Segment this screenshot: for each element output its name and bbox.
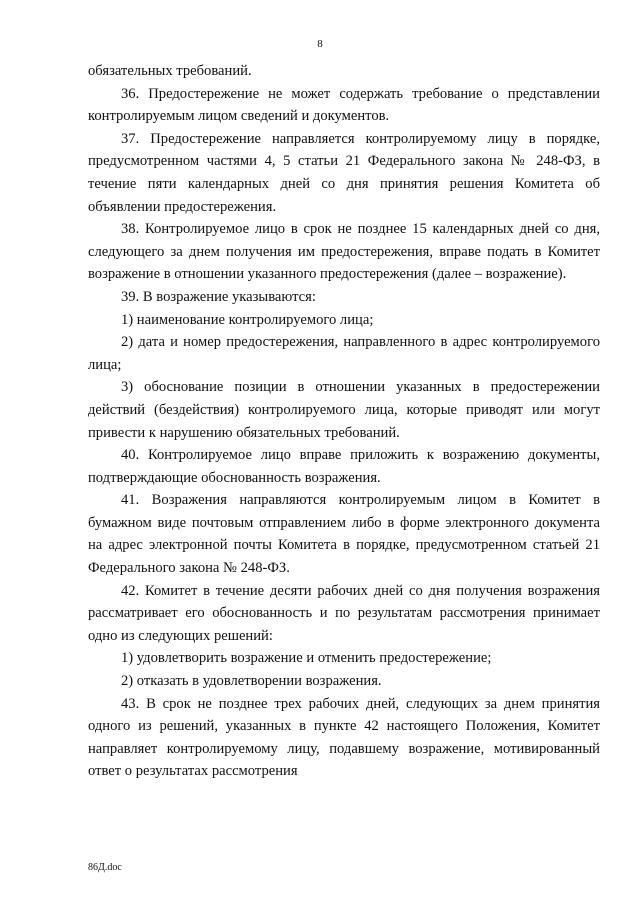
paragraph-41: 41. Возражения направляются контролируемым лицом в Комитет в бумажном виде почтовым отправлением либо в форме электронного документа на адрес электронной почты Комитета в порядке, предусмотренном статьей 21 Федерального закона № 248-ФЗ. (88, 492, 600, 577)
paragraph-36: 36. Предостережение не может содержать требование о представлении контролируемым лицом сведений и документов. (88, 85, 600, 125)
paragraph-42-item-2: 2) отказать в удовлетворении возражения. (121, 673, 382, 690)
paragraph-39-item-3: 3) обоснование позиции в отношении указанных в предостережении действий (бездействия) контролируемого лица, которые приводят или могут привести к нарушению обязательных требований. (88, 379, 600, 441)
paragraph-continuation: обязательных требований. (88, 63, 252, 79)
paragraph-42-item-1: 1) удовлетворить возражение и отменить предостережение; (121, 650, 492, 667)
document-body (88, 60, 600, 783)
paragraph-43: 43. В срок не позднее трех рабочих дней, следующих за днем принятия одного из решений, указанных в пункте 42 настоящего Положения, Комитет направляет контролируемому лицу, подавшему возражение, мотивированный ответ о результатах рассмотрения (88, 695, 600, 780)
paragraph-39-item-2: 2) дата и номер предостережения, направленного в адрес контролируемого лица; (88, 334, 600, 373)
page-number: 8 (317, 38, 323, 50)
paragraph-38: 38. Контролируемое лицо в срок не позднее 15 календарных дней со дня, следующего за днем получения им предостережения, вправе подать в Комитет возражение в отношении указанного предостережения (далее – возражение). (88, 221, 600, 283)
paragraph-39: 39. В возражение указываются: (121, 288, 316, 305)
document-filename: 86Д.doc (88, 862, 122, 873)
paragraph-39-item-1: 1) наименование контролируемого лица; (121, 311, 374, 328)
paragraph-37: 37. Предостережение направляется контролируемому лицу в порядке, предусмотренном частями 4, 5 статьи 21 Федерального закона № 248-ФЗ, в течение пяти календарных дней со дня принятия решения Комитета об объявлении предостережения. (88, 130, 600, 215)
paragraph-42: 42. Комитет в течение десяти рабочих дней со дня получения возражения рассматривает его обоснованность и по результатам рассмотрения принимает одно из следующих решений: (88, 582, 600, 644)
paragraph-40: 40. Контролируемое лицо вправе приложить к возражению документы, подтверждающие обоснованность возражения. (88, 447, 600, 486)
